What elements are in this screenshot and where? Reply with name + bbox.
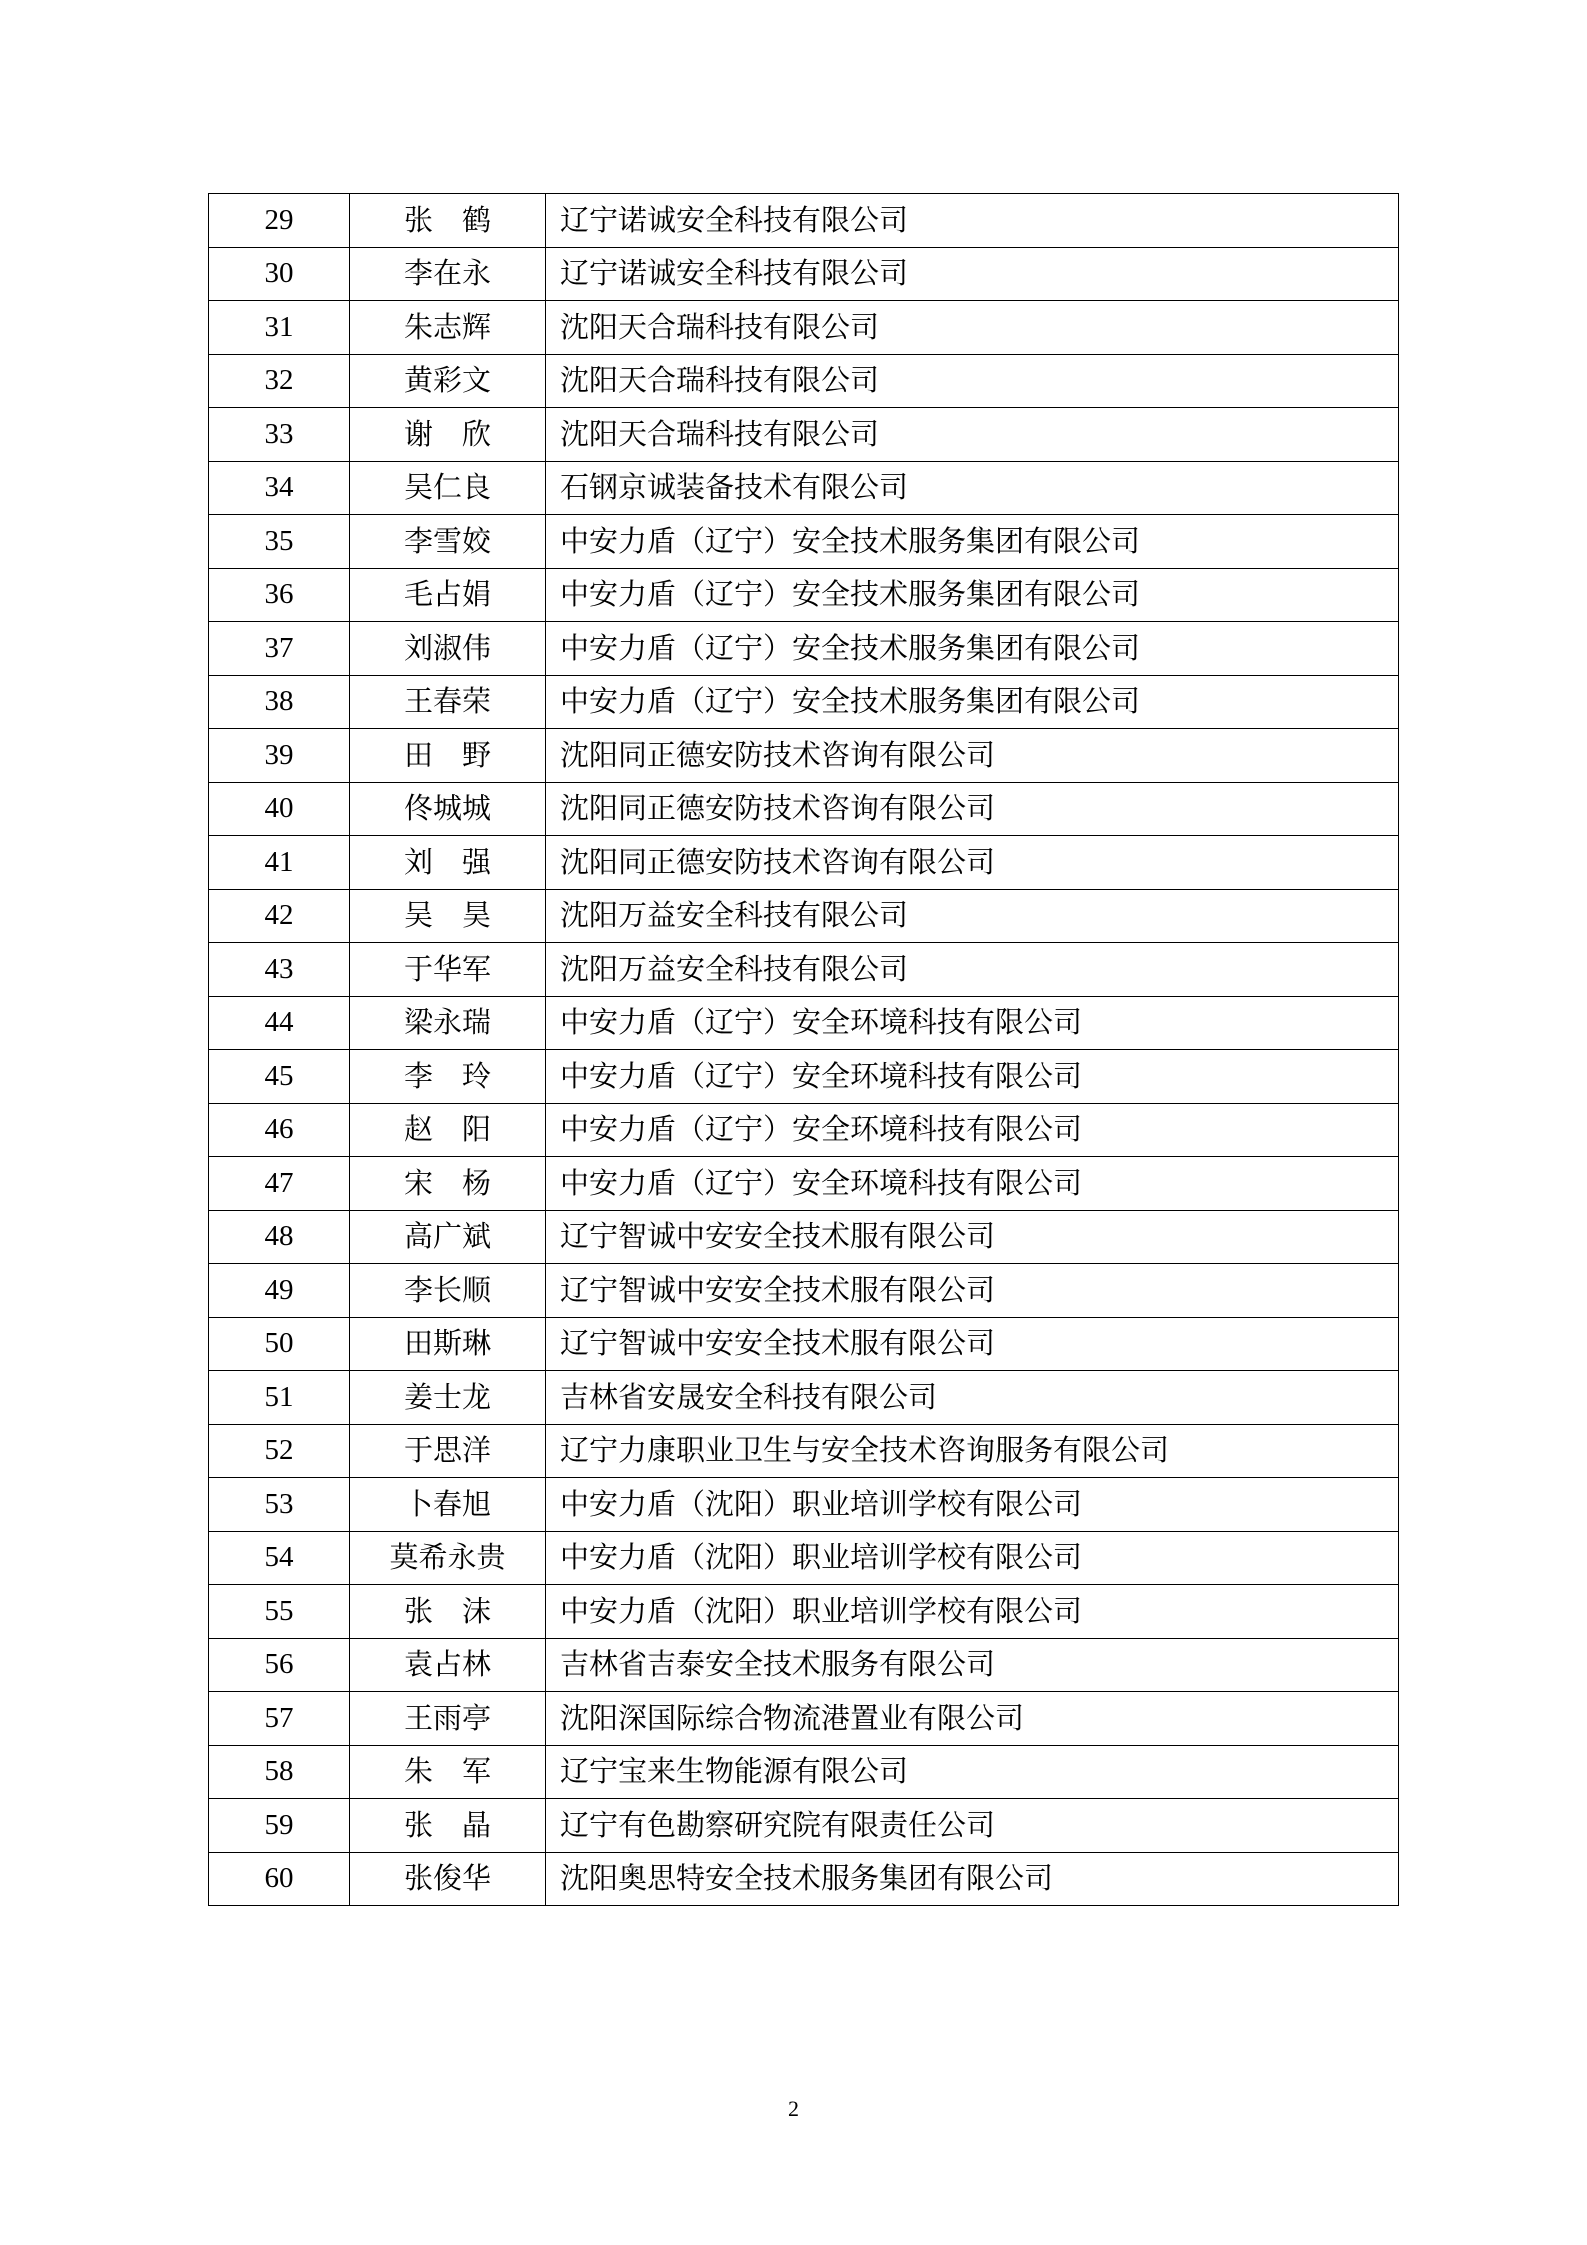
table-row xyxy=(209,1478,1399,1532)
organization-cell: 沈阳天合瑞科技有限公司 xyxy=(546,301,1399,355)
row-number-cell: 36 xyxy=(209,568,350,622)
person-name-cell: 李在永 xyxy=(350,247,546,301)
organization-cell: 中安力盾（辽宁）安全环境科技有限公司 xyxy=(546,1050,1399,1104)
person-name-cell: 佟城城 xyxy=(350,782,546,836)
table-row xyxy=(209,1799,1399,1853)
person-name-cell: 王雨亭 xyxy=(350,1692,546,1746)
organization-cell: 石钢京诚装备技术有限公司 xyxy=(546,461,1399,515)
row-number-cell: 35 xyxy=(209,515,350,569)
person-name-cell: 于华军 xyxy=(350,943,546,997)
organization-cell: 辽宁诺诚安全科技有限公司 xyxy=(546,247,1399,301)
person-name-cell: 田 野 xyxy=(350,729,546,783)
table-row xyxy=(209,675,1399,729)
person-name-cell: 于思洋 xyxy=(350,1424,546,1478)
person-name-cell: 黄彩文 xyxy=(350,354,546,408)
table-row xyxy=(209,408,1399,462)
organization-cell: 中安力盾（辽宁）安全环境科技有限公司 xyxy=(546,1157,1399,1211)
row-number-cell: 48 xyxy=(209,1210,350,1264)
row-number-cell: 60 xyxy=(209,1852,350,1906)
row-number-cell: 53 xyxy=(209,1478,350,1532)
row-number-cell: 47 xyxy=(209,1157,350,1211)
table-row xyxy=(209,1531,1399,1585)
row-number-cell: 41 xyxy=(209,836,350,890)
row-number-cell: 58 xyxy=(209,1745,350,1799)
row-number-cell: 39 xyxy=(209,729,350,783)
person-name-cell: 毛占娟 xyxy=(350,568,546,622)
person-name-cell: 高广斌 xyxy=(350,1210,546,1264)
table-row xyxy=(209,301,1399,355)
table-row xyxy=(209,943,1399,997)
table-row xyxy=(209,996,1399,1050)
table-row xyxy=(209,729,1399,783)
table-row xyxy=(209,1050,1399,1104)
row-number-cell: 31 xyxy=(209,301,350,355)
organization-cell: 中安力盾（辽宁）安全技术服务集团有限公司 xyxy=(546,675,1399,729)
organization-cell: 辽宁智诚中安安全技术服有限公司 xyxy=(546,1264,1399,1318)
organization-cell: 中安力盾（沈阳）职业培训学校有限公司 xyxy=(546,1478,1399,1532)
organization-cell: 沈阳天合瑞科技有限公司 xyxy=(546,354,1399,408)
row-number-cell: 34 xyxy=(209,461,350,515)
organization-cell: 沈阳深国际综合物流港置业有限公司 xyxy=(546,1692,1399,1746)
table-row xyxy=(209,1157,1399,1211)
person-name-cell: 李雪姣 xyxy=(350,515,546,569)
organization-cell: 沈阳同正德安防技术咨询有限公司 xyxy=(546,782,1399,836)
row-number-cell: 43 xyxy=(209,943,350,997)
person-name-cell: 刘 强 xyxy=(350,836,546,890)
row-number-cell: 57 xyxy=(209,1692,350,1746)
row-number-cell: 50 xyxy=(209,1317,350,1371)
row-number-cell: 45 xyxy=(209,1050,350,1104)
table-row xyxy=(209,1852,1399,1906)
row-number-cell: 42 xyxy=(209,889,350,943)
row-number-cell: 55 xyxy=(209,1585,350,1639)
table-row xyxy=(209,1585,1399,1639)
person-name-cell: 吴仁良 xyxy=(350,461,546,515)
table-row xyxy=(209,1424,1399,1478)
table-row xyxy=(209,836,1399,890)
organization-cell: 中安力盾（辽宁）安全环境科技有限公司 xyxy=(546,996,1399,1050)
table-row xyxy=(209,1745,1399,1799)
organization-cell: 辽宁有色勘察研究院有限责任公司 xyxy=(546,1799,1399,1853)
table-row xyxy=(209,568,1399,622)
row-number-cell: 33 xyxy=(209,408,350,462)
row-number-cell: 49 xyxy=(209,1264,350,1318)
table-row xyxy=(209,1103,1399,1157)
person-name-cell: 卜春旭 xyxy=(350,1478,546,1532)
table-row xyxy=(209,194,1399,248)
row-number-cell: 52 xyxy=(209,1424,350,1478)
row-number-cell: 38 xyxy=(209,675,350,729)
person-name-cell: 赵 阳 xyxy=(350,1103,546,1157)
row-number-cell: 56 xyxy=(209,1638,350,1692)
page-number: 2 xyxy=(788,2096,799,2121)
person-name-cell: 朱 军 xyxy=(350,1745,546,1799)
organization-cell: 中安力盾（辽宁）安全技术服务集团有限公司 xyxy=(546,622,1399,676)
table-row xyxy=(209,1638,1399,1692)
row-number-cell: 59 xyxy=(209,1799,350,1853)
person-name-cell: 宋 杨 xyxy=(350,1157,546,1211)
table-row xyxy=(209,1210,1399,1264)
organization-cell: 沈阳同正德安防技术咨询有限公司 xyxy=(546,836,1399,890)
organization-cell: 中安力盾（沈阳）职业培训学校有限公司 xyxy=(546,1531,1399,1585)
organization-cell: 吉林省吉泰安全技术服务有限公司 xyxy=(546,1638,1399,1692)
person-name-cell: 刘淑伟 xyxy=(350,622,546,676)
person-name-cell: 李 玲 xyxy=(350,1050,546,1104)
person-name-cell: 谢 欣 xyxy=(350,408,546,462)
organization-cell: 吉林省安晟安全科技有限公司 xyxy=(546,1371,1399,1425)
table-row xyxy=(209,1371,1399,1425)
person-name-cell: 张 晶 xyxy=(350,1799,546,1853)
person-name-cell: 王春荣 xyxy=(350,675,546,729)
person-name-cell: 张俊华 xyxy=(350,1852,546,1906)
table-row xyxy=(209,1264,1399,1318)
table-row xyxy=(209,1692,1399,1746)
organization-cell: 沈阳同正德安防技术咨询有限公司 xyxy=(546,729,1399,783)
table-row xyxy=(209,461,1399,515)
organization-cell: 辽宁诺诚安全科技有限公司 xyxy=(546,194,1399,248)
row-number-cell: 29 xyxy=(209,194,350,248)
row-number-cell: 30 xyxy=(209,247,350,301)
organization-cell: 沈阳万益安全科技有限公司 xyxy=(546,889,1399,943)
organization-cell: 辽宁宝来生物能源有限公司 xyxy=(546,1745,1399,1799)
person-name-cell: 张 鹤 xyxy=(350,194,546,248)
row-number-cell: 32 xyxy=(209,354,350,408)
row-number-cell: 40 xyxy=(209,782,350,836)
table-row xyxy=(209,354,1399,408)
person-name-cell: 朱志辉 xyxy=(350,301,546,355)
person-name-cell: 袁占林 xyxy=(350,1638,546,1692)
table-row xyxy=(209,782,1399,836)
person-name-cell: 吴 昊 xyxy=(350,889,546,943)
person-name-cell: 张 沫 xyxy=(350,1585,546,1639)
row-number-cell: 54 xyxy=(209,1531,350,1585)
table-row xyxy=(209,889,1399,943)
table-row xyxy=(209,247,1399,301)
person-name-cell: 莫希永贵 xyxy=(350,1531,546,1585)
personnel-table xyxy=(208,193,1399,1906)
row-number-cell: 44 xyxy=(209,996,350,1050)
personnel-table-body xyxy=(209,194,1399,1906)
person-name-cell: 李长顺 xyxy=(350,1264,546,1318)
organization-cell: 辽宁力康职业卫生与安全技术咨询服务有限公司 xyxy=(546,1424,1399,1478)
organization-cell: 中安力盾（辽宁）安全环境科技有限公司 xyxy=(546,1103,1399,1157)
organization-cell: 沈阳奥思特安全技术服务集团有限公司 xyxy=(546,1852,1399,1906)
organization-cell: 沈阳万益安全科技有限公司 xyxy=(546,943,1399,997)
row-number-cell: 37 xyxy=(209,622,350,676)
person-name-cell: 姜士龙 xyxy=(350,1371,546,1425)
organization-cell: 中安力盾（辽宁）安全技术服务集团有限公司 xyxy=(546,515,1399,569)
table-row xyxy=(209,622,1399,676)
organization-cell: 沈阳天合瑞科技有限公司 xyxy=(546,408,1399,462)
person-name-cell: 田斯琳 xyxy=(350,1317,546,1371)
table-row xyxy=(209,1317,1399,1371)
person-name-cell: 梁永瑞 xyxy=(350,996,546,1050)
table-row xyxy=(209,515,1399,569)
row-number-cell: 46 xyxy=(209,1103,350,1157)
organization-cell: 中安力盾（沈阳）职业培训学校有限公司 xyxy=(546,1585,1399,1639)
organization-cell: 辽宁智诚中安安全技术服有限公司 xyxy=(546,1317,1399,1371)
organization-cell: 辽宁智诚中安安全技术服有限公司 xyxy=(546,1210,1399,1264)
row-number-cell: 51 xyxy=(209,1371,350,1425)
organization-cell: 中安力盾（辽宁）安全技术服务集团有限公司 xyxy=(546,568,1399,622)
